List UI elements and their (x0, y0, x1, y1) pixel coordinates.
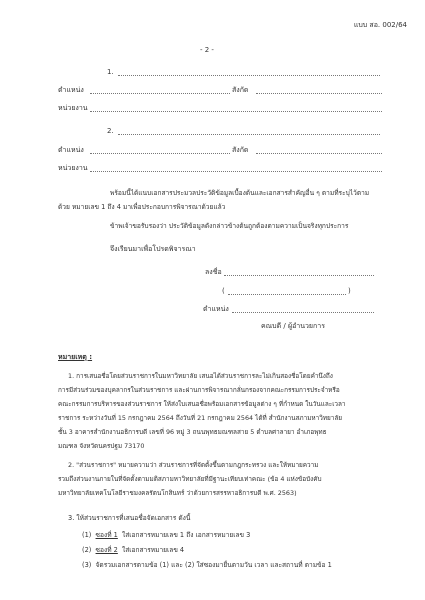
signature-footer: คณบดี / ผู้อำนวยการ (261, 322, 325, 330)
item2-position-line[interactable] (90, 153, 230, 154)
note2-line-3: มหาวิทยาลัยเทคโนโลยีราชมงคลรัตนโกสินทร์ ว่าด้วยการสรรหาอธิการบดี พ.ศ. 2563) (58, 489, 297, 497)
note2-line-2: รวมถึงส่วนงานภายในที่จัดตั้งตามมติสภามหาวิทยาลัยที่มีฐานะเทียบเท่าคณะ (ข้อ 4 แห่งข้อบังคับ (58, 475, 322, 483)
paren-close: ) (348, 287, 351, 295)
item1-number: 1. (107, 68, 114, 76)
item2-agency-label: หน่วยงาน (58, 164, 88, 172)
item2-agency-line[interactable] (90, 171, 382, 172)
signature-line[interactable] (224, 275, 374, 276)
item2-name-line[interactable] (118, 134, 380, 135)
page-number: - 2 - (200, 46, 214, 54)
item2-affiliation-line[interactable] (256, 153, 382, 154)
list-item-text: ใส่เอกสารหมายเลข 1 ถึง เอกสารหมายเลข 3 (122, 531, 251, 539)
paren-open: ( (222, 287, 225, 295)
list-item (82, 546, 184, 555)
item1-agency-line[interactable] (90, 111, 382, 112)
form-code: แบบ สอ. 002/64 (353, 21, 407, 29)
item1-affiliation-line[interactable] (256, 93, 382, 94)
item1-name-line[interactable] (118, 75, 380, 76)
item1-agency-label: หน่วยงาน (58, 104, 88, 112)
envelope-2-link: ซองที่ 2 (95, 546, 118, 554)
notes-heading: หมายเหตุ : (58, 353, 93, 361)
list-item-number: (2) (82, 546, 92, 554)
list-item (82, 531, 250, 540)
list-item-text: จัดรวมเอกสารตามข้อ (1) และ (2) ใส่ซองมายื่นตามวัน เวลา และสถานที่ ตามข้อ 1 (95, 561, 332, 569)
list-item-text: ใส่เอกสารหมายเลข 4 (122, 546, 185, 554)
certify-text: ข้าพเจ้าขอรับรองว่า ประวัติข้อมูลดังกล่าวข้างต้นถูกต้องตามความเป็นจริงทุกประการ (110, 222, 349, 230)
item2-affiliation-label: สังกัด (232, 146, 249, 154)
item1-position-line[interactable] (90, 93, 230, 94)
note2-line-1: 2. "ส่วนราชการ" หมายความว่า ส่วนราชการที่จัดตั้งขึ้นตามกฎกระทรวง และให้หมายความ (68, 461, 319, 469)
list-item (82, 561, 332, 570)
note1-line-3: คณะกรรมการบริหารของส่วนราชการ ให้ส่งใบเสนอชื่อพร้อมเอกสารข้อมูลต่าง ๆ ที่กำหนด ในวันและเวลา (58, 400, 346, 408)
signature-label: ลงชื่อ (205, 268, 222, 276)
item2-number: 2. (107, 127, 114, 135)
item1-position-label: ตำแหน่ง (58, 86, 84, 94)
item1-affiliation-label: สังกัด (232, 86, 249, 94)
item2-position-label: ตำแหน่ง (58, 146, 84, 154)
note1-line-1: 1. การเสนอชื่อโดยส่วนราชการในมหาวิทยาลัย เสนอได้ส่วนราชการละไม่เกินสองชื่อโดยคำนึงถึง (68, 372, 333, 380)
note1-line-2: การมีส่วนร่วมของบุคลากรในส่วนราชการ และผ่านการพิจารณากลั่นกรองจากคณะกรรมการประจำหรือ (58, 386, 340, 394)
closing-text: จึงเรียนมาเพื่อโปรดพิจารณา (110, 245, 196, 253)
attachment-line-2: ด้วย หมายเลข 1 ถึง 4 มาเพื่อประกอบการพิจารณาด้วยแล้ว (58, 203, 226, 211)
note3-intro: 3. ให้ส่วนราชการที่เสนอชื่อจัดเอกสาร ดังนี้ (68, 514, 191, 522)
note1-line-4: ราชการ ระหว่างวันที่ 15 กรกฎาคม 2564 ถึงวันที่ 21 กรกฎาคม 2564 ได้ที่ สำนักงานสภามหาวิทยาลัย (58, 414, 343, 422)
list-item-number: (1) (82, 531, 92, 539)
signer-name-line[interactable] (228, 294, 346, 295)
envelope-1-link: ซองที่ 1 (95, 531, 118, 539)
list-item-number: (3) (82, 561, 92, 569)
note1-line-6: มณฑล จังหวัดนครปฐม 73170 (58, 442, 145, 450)
note1-line-5: ชั้น 3 อาคารสำนักงานอธิการบดี เลขที่ 96 หมู่ 3 ถนนพุทธมณฑลสาย 5 ตำบลศาลายา อำเภอพุทธ (58, 428, 327, 436)
signature-position-line[interactable] (232, 312, 374, 313)
signature-position-label: ตำแหน่ง (203, 305, 229, 313)
attachment-line-1: พร้อมนี้ได้แนบเอกสารประมวลประวัติข้อมูลเบื้องต้นและเอกสารสำคัญอื่น ๆ ตามที่ระบุไว้ตาม (110, 189, 370, 197)
